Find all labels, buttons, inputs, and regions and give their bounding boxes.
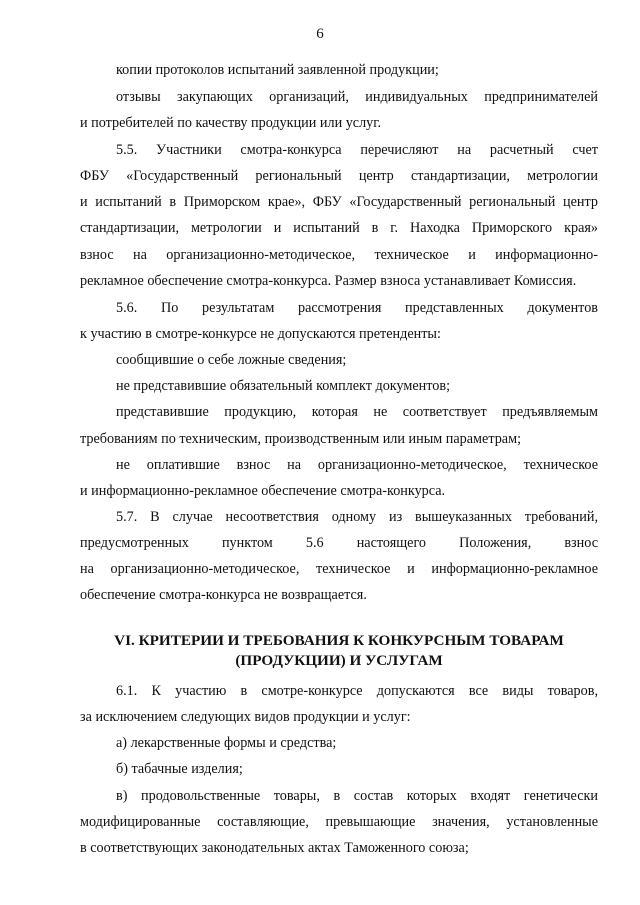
text-line: и потребителей по качеству продукции или услуг. (80, 115, 382, 131)
text-line: 5.6. По результатам рассмотрения представленных документов (116, 300, 598, 316)
text-line: предусмотренных пунктом 5.6 настоящего Положения, взнос (80, 535, 598, 551)
section-heading: VI. КРИТЕРИИ И ТРЕБОВАНИЯ К КОНКУРСНЫМ ТОВАРАМ (114, 632, 564, 649)
text-line: за исключением следующих видов продукции и услуг: (80, 709, 411, 725)
text-line: а) лекарственные формы и средства; (116, 735, 337, 751)
text-line: отзывы закупающих организаций, индивидуальных предпринимателей (116, 89, 598, 105)
text-line: б) табачные изделия; (116, 761, 243, 777)
text-line: в) продовольственные товары, в состав которых входят генетически (116, 788, 598, 804)
text-line: 6.1. К участию в смотре-конкурсе допускаются все виды товаров, (116, 683, 598, 699)
text-line: к участию в смотре-конкурсе не допускаются претенденты: (80, 326, 441, 342)
text-line: взнос на организационно-методическое, техническое и информационно- (80, 247, 598, 263)
text-line: в соответствующих законодательных актах Таможенного союза; (80, 840, 469, 856)
section-heading: (ПРОДУКЦИИ) И УСЛУГАМ (235, 652, 443, 669)
text-line: не оплатившие взнос на организационно-методическое, техническое (116, 457, 598, 473)
text-line: и информационно-рекламное обеспечение смотра-конкурса. (80, 483, 446, 499)
text-line: представившие продукцию, которая не соответствует предъявляемым (116, 404, 598, 420)
page-number: 6 (316, 26, 324, 42)
text-line: 5.5. Участники смотра-конкурса перечисляют на расчетный счет (116, 142, 598, 158)
text-line: модифицированные составляющие, превышающие значения, установленные (80, 814, 598, 830)
text-line: не представившие обязательный комплект документов; (116, 378, 451, 394)
text-line: обеспечение смотра-конкурса не возвращается. (80, 587, 367, 603)
text-line: рекламное обеспечение смотра-конкурса. Размер взноса устанавливает Комиссия. (80, 273, 577, 289)
text-line: ФБУ «Государственный региональный центр стандартизации, метрологии (80, 168, 598, 184)
text-line: стандартизации, метрологии и испытаний в г. Находка Приморского края» (80, 220, 598, 236)
text-line: 5.7. В случае несоответствия одному из вышеуказанных требований, (116, 509, 598, 525)
text-line: требованиям по техническим, производственным или иным параметрам; (80, 431, 522, 447)
text-line: копии протоколов испытаний заявленной продукции; (116, 62, 439, 78)
text-line: сообщившие о себе ложные сведения; (116, 352, 347, 368)
text-line: на организационно-методическое, техническое и информационно-рекламное (80, 561, 598, 577)
text-line: и испытаний в Приморском крае», ФБУ «Государственный региональный центр (80, 194, 598, 210)
